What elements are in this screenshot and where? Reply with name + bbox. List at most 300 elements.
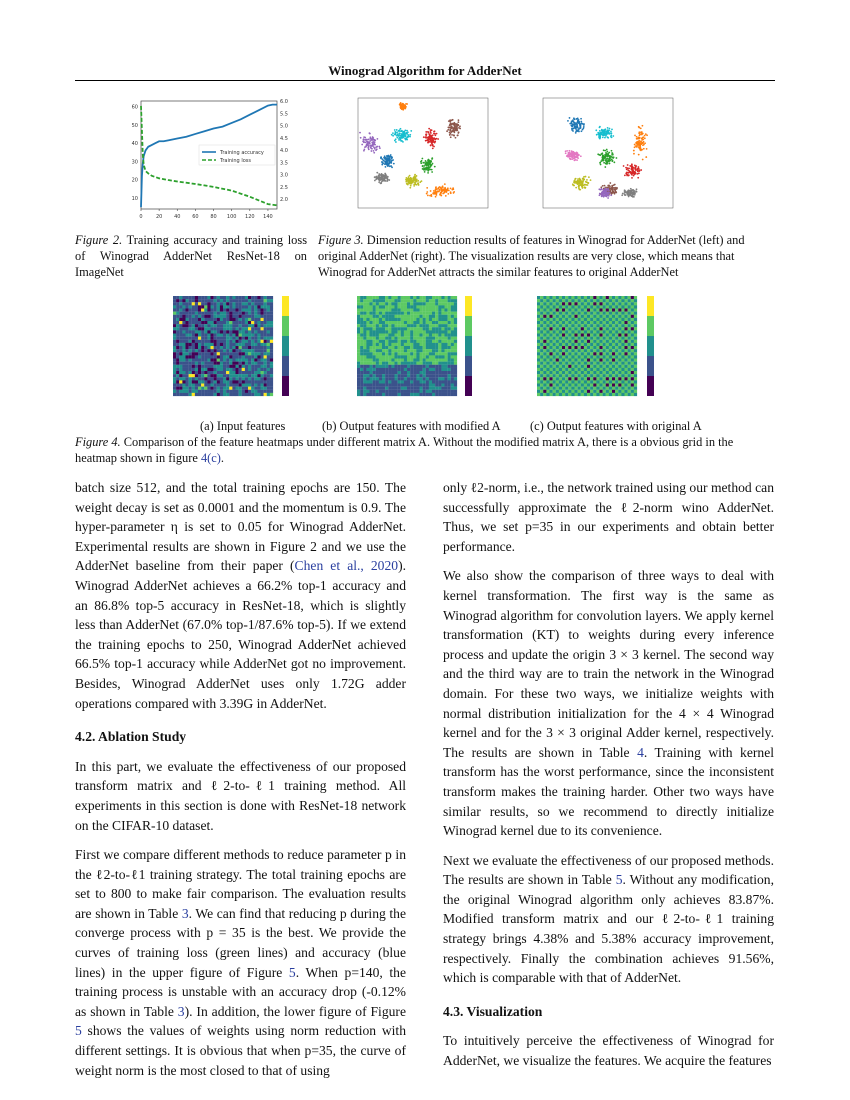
cell — [179, 371, 182, 374]
cell — [621, 334, 624, 337]
cell — [264, 371, 267, 374]
cell — [226, 305, 229, 308]
cell — [426, 355, 429, 358]
cell — [435, 318, 438, 321]
cell — [261, 299, 264, 302]
cell — [401, 312, 404, 315]
point — [580, 121, 582, 123]
cell — [596, 330, 599, 333]
cell — [382, 374, 385, 377]
cell — [382, 346, 385, 349]
cell — [232, 352, 235, 355]
point — [452, 128, 454, 130]
cell — [264, 299, 267, 302]
cell — [451, 334, 454, 337]
cell — [546, 377, 549, 380]
cell — [540, 340, 543, 343]
cell — [540, 330, 543, 333]
figure-ref-link[interactable]: 4(c) — [200, 451, 221, 465]
cell — [631, 315, 634, 318]
cell — [578, 324, 581, 327]
cell — [407, 362, 410, 365]
cell — [593, 302, 596, 305]
cluster — [633, 125, 648, 161]
cell — [441, 359, 444, 362]
cell — [603, 296, 606, 299]
cell — [270, 349, 273, 352]
cell — [451, 302, 454, 305]
cell — [568, 318, 571, 321]
cell — [590, 368, 593, 371]
cell — [236, 330, 239, 333]
cell — [543, 296, 546, 299]
cell — [220, 377, 223, 380]
cell — [220, 330, 223, 333]
cell — [578, 384, 581, 387]
cell — [441, 312, 444, 315]
cell — [382, 384, 385, 387]
cell — [385, 324, 388, 327]
cell — [451, 365, 454, 368]
cell — [454, 384, 457, 387]
cell — [176, 302, 179, 305]
point — [609, 182, 611, 184]
caption-text: Dimension reduction results of features in Winograd for AdderNet (left) and original AdderNet (right). The visualization results are very close, which means that Winograd for AdderNet attracts the similar features to original AdderNet — [318, 233, 745, 279]
cell — [423, 377, 426, 380]
cell — [565, 309, 568, 312]
cell — [584, 368, 587, 371]
cell — [363, 340, 366, 343]
point — [630, 191, 632, 193]
cell — [173, 384, 176, 387]
cell — [631, 355, 634, 358]
cell — [441, 315, 444, 318]
cell — [401, 349, 404, 352]
cell — [423, 305, 426, 308]
cell — [600, 384, 603, 387]
cell — [366, 305, 369, 308]
cell — [229, 337, 232, 340]
cell — [593, 327, 596, 330]
cell — [441, 384, 444, 387]
cell — [204, 315, 207, 318]
cell — [435, 302, 438, 305]
cell — [379, 343, 382, 346]
cell — [603, 359, 606, 362]
cell — [382, 321, 385, 324]
cell — [195, 374, 198, 377]
cell — [242, 368, 245, 371]
cell — [189, 302, 192, 305]
cell — [537, 384, 540, 387]
cell — [186, 346, 189, 349]
cell — [625, 296, 628, 299]
cell — [363, 390, 366, 393]
y-tick-label: 20 — [131, 177, 138, 184]
cell — [217, 368, 220, 371]
cell — [540, 393, 543, 396]
cell — [423, 346, 426, 349]
cell — [401, 330, 404, 333]
point — [605, 154, 607, 156]
cell — [204, 362, 207, 365]
cell — [621, 371, 624, 374]
cell — [270, 343, 273, 346]
cell — [379, 362, 382, 365]
text: First we compare different methods to reduce parameter p in the ℓ2-to-ℓ1 training strategy. The total training epochs are set to 800 to make fair comparison. The evaluation results are shown in Table — [75, 847, 406, 921]
cell — [261, 371, 264, 374]
cell — [621, 368, 624, 371]
text: . We can find that reducing p during the converge process with p = 35 is the best. We provide the curves of training loss (green lines) and accuracy (blue lines) in the upper figure of Figure — [75, 905, 407, 980]
cell — [625, 371, 628, 374]
cell — [438, 371, 441, 374]
cell — [254, 315, 257, 318]
cell — [562, 312, 565, 315]
cell — [382, 337, 385, 340]
cell — [370, 315, 373, 318]
cell — [198, 349, 201, 352]
point — [434, 166, 436, 168]
cell — [214, 337, 217, 340]
cell — [609, 312, 612, 315]
cell — [391, 362, 394, 365]
cell — [198, 393, 201, 396]
x-tick-label: 0 — [139, 214, 143, 220]
colorbar-segment — [647, 296, 654, 316]
cell — [179, 324, 182, 327]
cell — [438, 346, 441, 349]
cell — [540, 365, 543, 368]
cell — [370, 343, 373, 346]
cell — [423, 393, 426, 396]
cell — [245, 390, 248, 393]
cell — [379, 299, 382, 302]
cell — [395, 302, 398, 305]
cell — [245, 346, 248, 349]
cell — [435, 337, 438, 340]
point — [624, 191, 626, 193]
cell — [600, 349, 603, 352]
cell — [578, 309, 581, 312]
cell — [550, 346, 553, 349]
cell — [416, 340, 419, 343]
cell — [245, 368, 248, 371]
cell — [236, 368, 239, 371]
cell — [370, 324, 373, 327]
cell — [600, 359, 603, 362]
cell — [587, 334, 590, 337]
cell — [628, 334, 631, 337]
cell — [429, 387, 432, 390]
cell — [420, 330, 423, 333]
cell — [575, 346, 578, 349]
cell — [426, 302, 429, 305]
cell — [625, 349, 628, 352]
cell — [435, 377, 438, 380]
table-ref-link[interactable]: 4 — [637, 744, 644, 760]
cell — [618, 312, 621, 315]
point — [639, 135, 641, 137]
cell — [429, 318, 432, 321]
cell — [357, 340, 360, 343]
cell — [413, 334, 416, 337]
cell — [631, 393, 634, 396]
cell — [176, 355, 179, 358]
cell — [217, 390, 220, 393]
cell — [382, 349, 385, 352]
cell — [211, 346, 214, 349]
cell — [223, 355, 226, 358]
cell — [176, 330, 179, 333]
point — [409, 134, 411, 136]
figure-ref-link[interactable]: 5 — [288, 964, 296, 980]
cell — [451, 337, 454, 340]
cell — [438, 315, 441, 318]
cell — [370, 377, 373, 380]
cell — [438, 365, 441, 368]
point — [602, 155, 604, 157]
cell — [261, 312, 264, 315]
table-ref-link[interactable]: 3 — [181, 905, 189, 921]
cell — [232, 324, 235, 327]
cell — [420, 334, 423, 337]
cell — [173, 318, 176, 321]
cell — [410, 393, 413, 396]
point — [609, 185, 611, 187]
cell — [565, 362, 568, 365]
cell — [226, 321, 229, 324]
cell — [242, 302, 245, 305]
cell — [556, 340, 559, 343]
cell — [270, 302, 273, 305]
y2-tick-label: 2.0 — [280, 197, 288, 204]
cell — [413, 305, 416, 308]
cell — [195, 321, 198, 324]
cell — [267, 302, 270, 305]
cell — [198, 312, 201, 315]
cell — [242, 334, 245, 337]
cell — [395, 330, 398, 333]
cell — [173, 387, 176, 390]
cell — [625, 352, 628, 355]
cell — [596, 296, 599, 299]
cell — [575, 302, 578, 305]
cell — [407, 390, 410, 393]
cell — [382, 302, 385, 305]
point — [447, 193, 449, 195]
cell — [550, 296, 553, 299]
cell — [413, 368, 416, 371]
cell — [550, 299, 553, 302]
cell — [609, 349, 612, 352]
cell — [261, 340, 264, 343]
cell — [257, 318, 260, 321]
cell — [438, 377, 441, 380]
cell — [556, 309, 559, 312]
cell — [553, 365, 556, 368]
cell — [267, 377, 270, 380]
cell — [379, 315, 382, 318]
figure-ref-link[interactable]: 5 — [75, 1023, 82, 1039]
cell — [204, 365, 207, 368]
cell — [401, 340, 404, 343]
cell — [438, 302, 441, 305]
cell — [176, 334, 179, 337]
cell — [388, 387, 391, 390]
cell — [198, 334, 201, 337]
cell — [615, 343, 618, 346]
paragraph — [75, 478, 406, 713]
cell — [179, 352, 182, 355]
cell — [571, 349, 574, 352]
cell — [217, 380, 220, 383]
cell — [239, 387, 242, 390]
cell — [189, 374, 192, 377]
cell — [401, 343, 404, 346]
cell — [407, 349, 410, 352]
cell — [441, 346, 444, 349]
point — [369, 132, 371, 134]
table-ref-link[interactable]: 3 — [177, 1003, 185, 1019]
y2-tick-label: 5.0 — [280, 123, 288, 130]
cell — [621, 349, 624, 352]
cell — [540, 327, 543, 330]
cell — [201, 340, 204, 343]
cell — [628, 377, 631, 380]
cell — [556, 330, 559, 333]
cell — [562, 393, 565, 396]
point — [573, 151, 575, 153]
cell — [634, 343, 637, 346]
cell — [429, 324, 432, 327]
cell — [413, 371, 416, 374]
cell — [379, 359, 382, 362]
cell — [232, 305, 235, 308]
cell — [363, 296, 366, 299]
cell — [625, 309, 628, 312]
cell — [416, 327, 419, 330]
cell — [571, 312, 574, 315]
cell — [575, 330, 578, 333]
cell — [631, 337, 634, 340]
cell — [248, 302, 251, 305]
point — [436, 194, 438, 196]
cell — [226, 346, 229, 349]
cell — [223, 324, 226, 327]
point — [374, 139, 376, 141]
cell — [565, 340, 568, 343]
subcaption-a: (a) Input features — [200, 419, 286, 433]
cell — [395, 334, 398, 337]
cell — [631, 330, 634, 333]
cell — [366, 309, 369, 312]
cell — [420, 352, 423, 355]
cell — [379, 393, 382, 396]
cell — [391, 340, 394, 343]
cell — [379, 365, 382, 368]
cell — [182, 321, 185, 324]
figure-2-chart — [100, 85, 310, 225]
cell — [565, 377, 568, 380]
cell — [251, 393, 254, 396]
cell — [413, 309, 416, 312]
cell — [186, 318, 189, 321]
cell — [438, 349, 441, 352]
cell — [226, 384, 229, 387]
point — [596, 134, 598, 136]
cell — [264, 309, 267, 312]
cell — [631, 296, 634, 299]
cell — [593, 362, 596, 365]
cell — [556, 296, 559, 299]
cell — [388, 380, 391, 383]
cell — [229, 368, 232, 371]
cell — [201, 355, 204, 358]
cell — [600, 380, 603, 383]
point — [609, 192, 611, 194]
cell — [204, 340, 207, 343]
cell — [429, 334, 432, 337]
cell — [568, 309, 571, 312]
cell — [357, 302, 360, 305]
cell — [451, 355, 454, 358]
point — [638, 154, 640, 156]
cell — [448, 309, 451, 312]
cell — [429, 368, 432, 371]
cell — [416, 368, 419, 371]
cell — [245, 359, 248, 362]
cell — [229, 334, 232, 337]
cell — [363, 371, 366, 374]
cell — [357, 330, 360, 333]
cell — [236, 346, 239, 349]
point — [603, 149, 605, 151]
point — [575, 156, 577, 158]
cell — [207, 312, 210, 315]
point — [435, 196, 437, 198]
cell — [543, 330, 546, 333]
citation-link[interactable]: Chen et al., 2020 — [294, 558, 399, 574]
cell — [631, 309, 634, 312]
cell — [413, 343, 416, 346]
cell — [416, 312, 419, 315]
cell — [376, 321, 379, 324]
cell — [562, 387, 565, 390]
cell — [581, 390, 584, 393]
point — [365, 139, 367, 141]
cell — [593, 371, 596, 374]
cell — [432, 368, 435, 371]
cell — [176, 299, 179, 302]
figure-4-caption — [75, 434, 775, 466]
cell — [618, 377, 621, 380]
cell — [445, 315, 448, 318]
cell — [186, 312, 189, 315]
cell — [223, 337, 226, 340]
cell — [192, 305, 195, 308]
cell — [550, 334, 553, 337]
cell — [207, 355, 210, 358]
cell — [590, 384, 593, 387]
cell — [454, 390, 457, 393]
cell — [562, 315, 565, 318]
cell — [612, 359, 615, 362]
cell — [559, 296, 562, 299]
cell — [186, 380, 189, 383]
cell — [565, 352, 568, 355]
cell — [571, 371, 574, 374]
cell — [543, 334, 546, 337]
